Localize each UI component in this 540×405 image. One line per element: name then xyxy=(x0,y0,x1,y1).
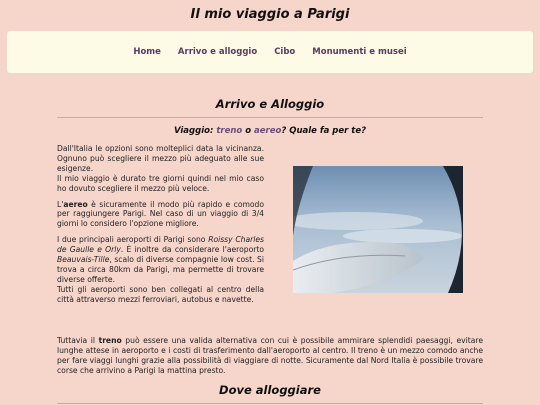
treno-pre: Tuttavia il xyxy=(57,336,99,345)
paragraph-aeroporti xyxy=(57,235,264,304)
subtitle-suffix: ? Quale fa per te? xyxy=(281,126,367,136)
site-title: Il mio viaggio a Parigi xyxy=(190,7,350,22)
intro-line-1: Dall'Italia le opzioni sono molteplici data la vicinanza. Ognuno può scegliere il mezzo più adeguato alle sue esigenze. xyxy=(57,144,264,173)
nav-link-cibo[interactable]: Cibo xyxy=(274,47,296,57)
paragraph-treno xyxy=(57,336,483,376)
aeroporti-line-2: Tutti gli aeroporti sono ben collegati al centro della città attraverso mezzi ferroviari, autobus e navette. xyxy=(57,284,264,304)
text-column xyxy=(57,144,264,311)
paragraph-aereo xyxy=(57,200,264,230)
aereo-pre: L' xyxy=(57,199,64,209)
travel-question xyxy=(0,126,540,136)
aeroporti-text-3: , scalo di diverse compagnie low cost. Si trova a circa 80km da Parigi, ma permette di trovare diverse offerte. xyxy=(57,255,264,284)
subtitle-aereo: aereo xyxy=(254,126,282,136)
treno-post: può essere una valida alternativa con cui è possibile ammirare splendidi paesaggi, evitare lunghe attese in aeroporto e i costi di trasferimento dall'aeroporto al centro. Il treno è un mezzo comodo anche per fare viaggi lunghi grazie alla possibilità di viaggiare di notte. Sicuramente dal Nord Italia è possibile trovare corse che arrivino a Parigi la mattina presto. xyxy=(57,336,483,375)
section-divider xyxy=(57,117,483,118)
section-divider-2 xyxy=(57,403,483,404)
section-title: Arrivo e Alloggio xyxy=(215,97,325,111)
aeroporti-text-2: . È inoltre da considerare l'aeroporto xyxy=(120,245,264,255)
intro-line-2: Il mio viaggio è durato tre giorni quindi nel mio caso ho dovuto scegliere il mezzo più veloce. xyxy=(57,173,264,193)
aeroporti-names: Roissy Charles de Gaulle e Orly xyxy=(57,235,264,255)
subtitle-treno: treno xyxy=(216,126,243,136)
treno-keyword: treno xyxy=(98,336,122,345)
beauvais-name: Beauvais-Tille xyxy=(57,255,110,265)
nav-link-monumenti-musei[interactable]: Monumenti e musei xyxy=(312,47,407,57)
subtitle-middle: o xyxy=(242,126,255,136)
navbar xyxy=(7,31,533,73)
nav-link-arrivo-alloggio[interactable]: Arrivo e alloggio xyxy=(177,47,258,57)
section-title-dove-alloggiare: Dove alloggiare xyxy=(219,383,321,397)
aereo-keyword: aereo xyxy=(63,199,88,209)
airplane-wing-image xyxy=(293,166,463,293)
nav-link-home[interactable]: Home xyxy=(133,47,161,57)
paragraph-intro xyxy=(57,144,264,194)
subtitle-prefix: Viaggio: xyxy=(173,126,217,136)
aereo-post: è sicuramente il modo più rapido e comodo per raggiungere Parigi. Nel caso di un viaggio di 3/4 giorni lo considero l'opzione migliore. xyxy=(57,199,264,229)
aeroporti-text-1: I due principali aeroporti di Parigi sono xyxy=(57,235,209,245)
airplane-window-photo xyxy=(293,166,463,293)
